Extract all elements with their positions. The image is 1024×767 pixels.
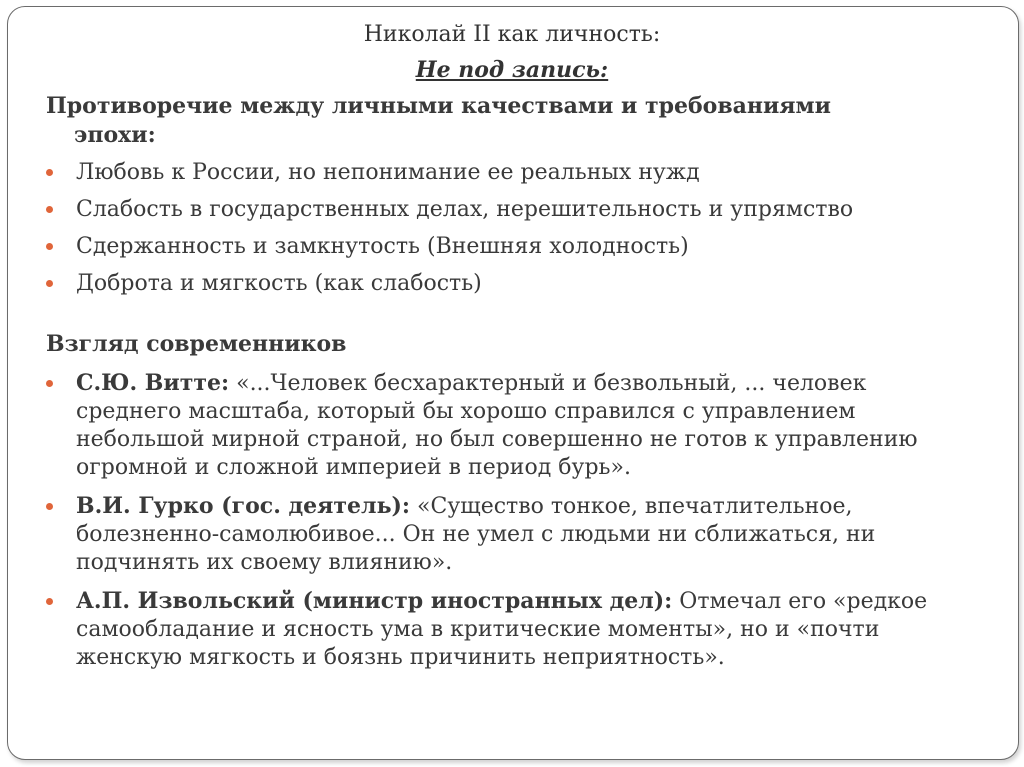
slide-subtitle: Не под запись:	[415, 57, 609, 83]
quote-item	[46, 587, 976, 672]
bullet-dot-icon	[46, 280, 53, 287]
list-item	[46, 195, 976, 224]
bullet-dot-icon	[46, 169, 53, 176]
slide-content	[46, 92, 976, 672]
bullet-dot-icon	[46, 503, 53, 510]
qualities-list	[46, 158, 976, 298]
heading-line-2: эпохи:	[74, 122, 156, 148]
quote-item	[46, 369, 976, 482]
section-heading-contradiction	[46, 92, 976, 150]
bullet-dot-icon	[46, 206, 53, 213]
heading-line-1: Противоречие между личными качествами и требованиями	[46, 93, 831, 119]
bullet-dot-icon	[46, 243, 53, 250]
list-item-text: Любовь к России, но непонимание ее реальных нужд	[76, 160, 700, 185]
quote-text: «...Человек бесхарактерный и безвольный, ... человек среднего масштаба, который бы хорошо справился с управлением небольшой мирной страной, но был совершенно не готов к управлению огромной и сложной империей в период бурь».	[76, 371, 918, 480]
bullet-dot-icon	[46, 598, 53, 605]
quote-author: С.Ю. Витте:	[76, 370, 230, 396]
list-item	[46, 232, 976, 261]
bullet-dot-icon	[46, 380, 53, 387]
list-item	[46, 269, 976, 298]
list-item-text: Доброта и мягкость (как слабость)	[76, 271, 482, 296]
quote-text: Отмечал его «редкое самообладание и ясность ума в критические моменты», но и «почти женскую мягкость и боязнь причинить неприятность».	[76, 589, 928, 670]
section-spacer	[46, 298, 976, 330]
quote-author: А.П. Извольский (министр иностранных дел):	[76, 588, 673, 614]
quote-item	[46, 492, 976, 577]
quote-text: «Существо тонкое, впечатлительное, болезненно-самолюбивое... Он не умел с людьми ни сближаться, ни подчинять их своему влиянию».	[76, 494, 876, 575]
quote-author: В.И. Гурко (гос. деятель):	[76, 493, 411, 519]
section-heading-contemporaries: Взгляд современников	[46, 331, 347, 357]
list-item-text: Сдержанность и замкнутость (Внешняя холодность)	[76, 234, 689, 259]
slide-title: Николай II как личность:	[363, 22, 661, 47]
quotes-list	[46, 369, 976, 672]
list-item-text: Слабость в государственных делах, нерешительность и упрямство	[76, 197, 854, 222]
list-item	[46, 158, 976, 187]
